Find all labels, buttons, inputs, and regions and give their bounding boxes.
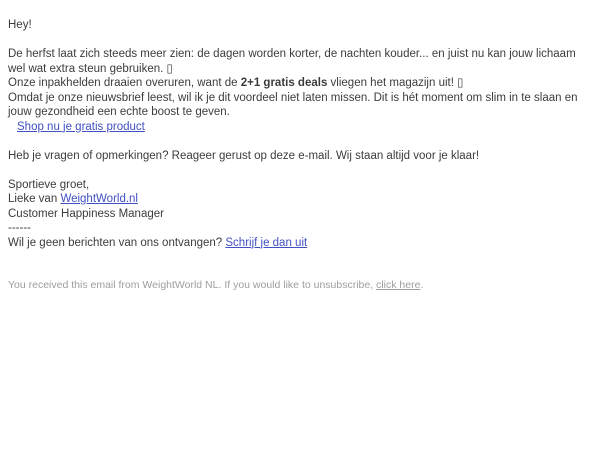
unsubscribe-link[interactable]: Schrijf je dan uit — [225, 236, 308, 249]
footer — [8, 278, 592, 293]
signature-paragraph — [8, 178, 592, 251]
shop-now-link[interactable]: Shop nu je gratis product — [17, 120, 145, 133]
signature-sender-pre: Lieke van — [8, 193, 61, 205]
unsubscribe-line — [8, 237, 307, 249]
footer-text-pre: You received this email from WeightWorld NL. If you would like to unsubscribe, — [8, 279, 377, 291]
deals-highlight: 2+1 gratis deals — [240, 77, 328, 89]
signature-closing: Sportieve groet, — [8, 178, 90, 191]
intro-sentence-3: Omdat je onze nieuwsbrief leest, wil ik je dit voordeel niet laten missen. Dit is hét moment om slim in te slaan en jouw gezondheid een echte boost te geven. — [8, 91, 578, 118]
signature-divider: ------ — [8, 222, 31, 234]
footer-text-post: . — [420, 279, 424, 291]
greeting-text: Hey! — [8, 19, 32, 31]
question-text: Heb je vragen of opmerkingen? Reageer gerust op deze e-mail. Wij staan altijd voor je klaar! — [8, 149, 480, 162]
intro-sentence-2 — [8, 77, 463, 89]
unsubscribe-pre: Wil je geen berichten van ons ontvangen? — [8, 236, 226, 249]
footer-unsubscribe-link[interactable]: click here — [376, 279, 421, 291]
weightworld-link[interactable]: WeightWorld.nl — [60, 193, 138, 205]
intro-paragraph — [8, 47, 592, 134]
question-paragraph — [8, 149, 592, 164]
signature-title: Customer Happiness Manager — [8, 207, 164, 220]
greeting — [8, 18, 592, 33]
intro-sentence-2-post: vliegen het magazijn uit! ▯ — [327, 77, 464, 89]
intro-sentence-1: De herfst laat zich steeds meer zien: de dagen worden korter, de nachten kouder... en juist nu kan jouw lichaam wel wat extra steun gebruiken. ▯ — [8, 48, 576, 75]
email-body — [8, 18, 592, 293]
intro-sentence-2-pre: Onze inpakhelden draaien overuren, want de — [8, 77, 241, 89]
signature-sender — [8, 193, 138, 205]
